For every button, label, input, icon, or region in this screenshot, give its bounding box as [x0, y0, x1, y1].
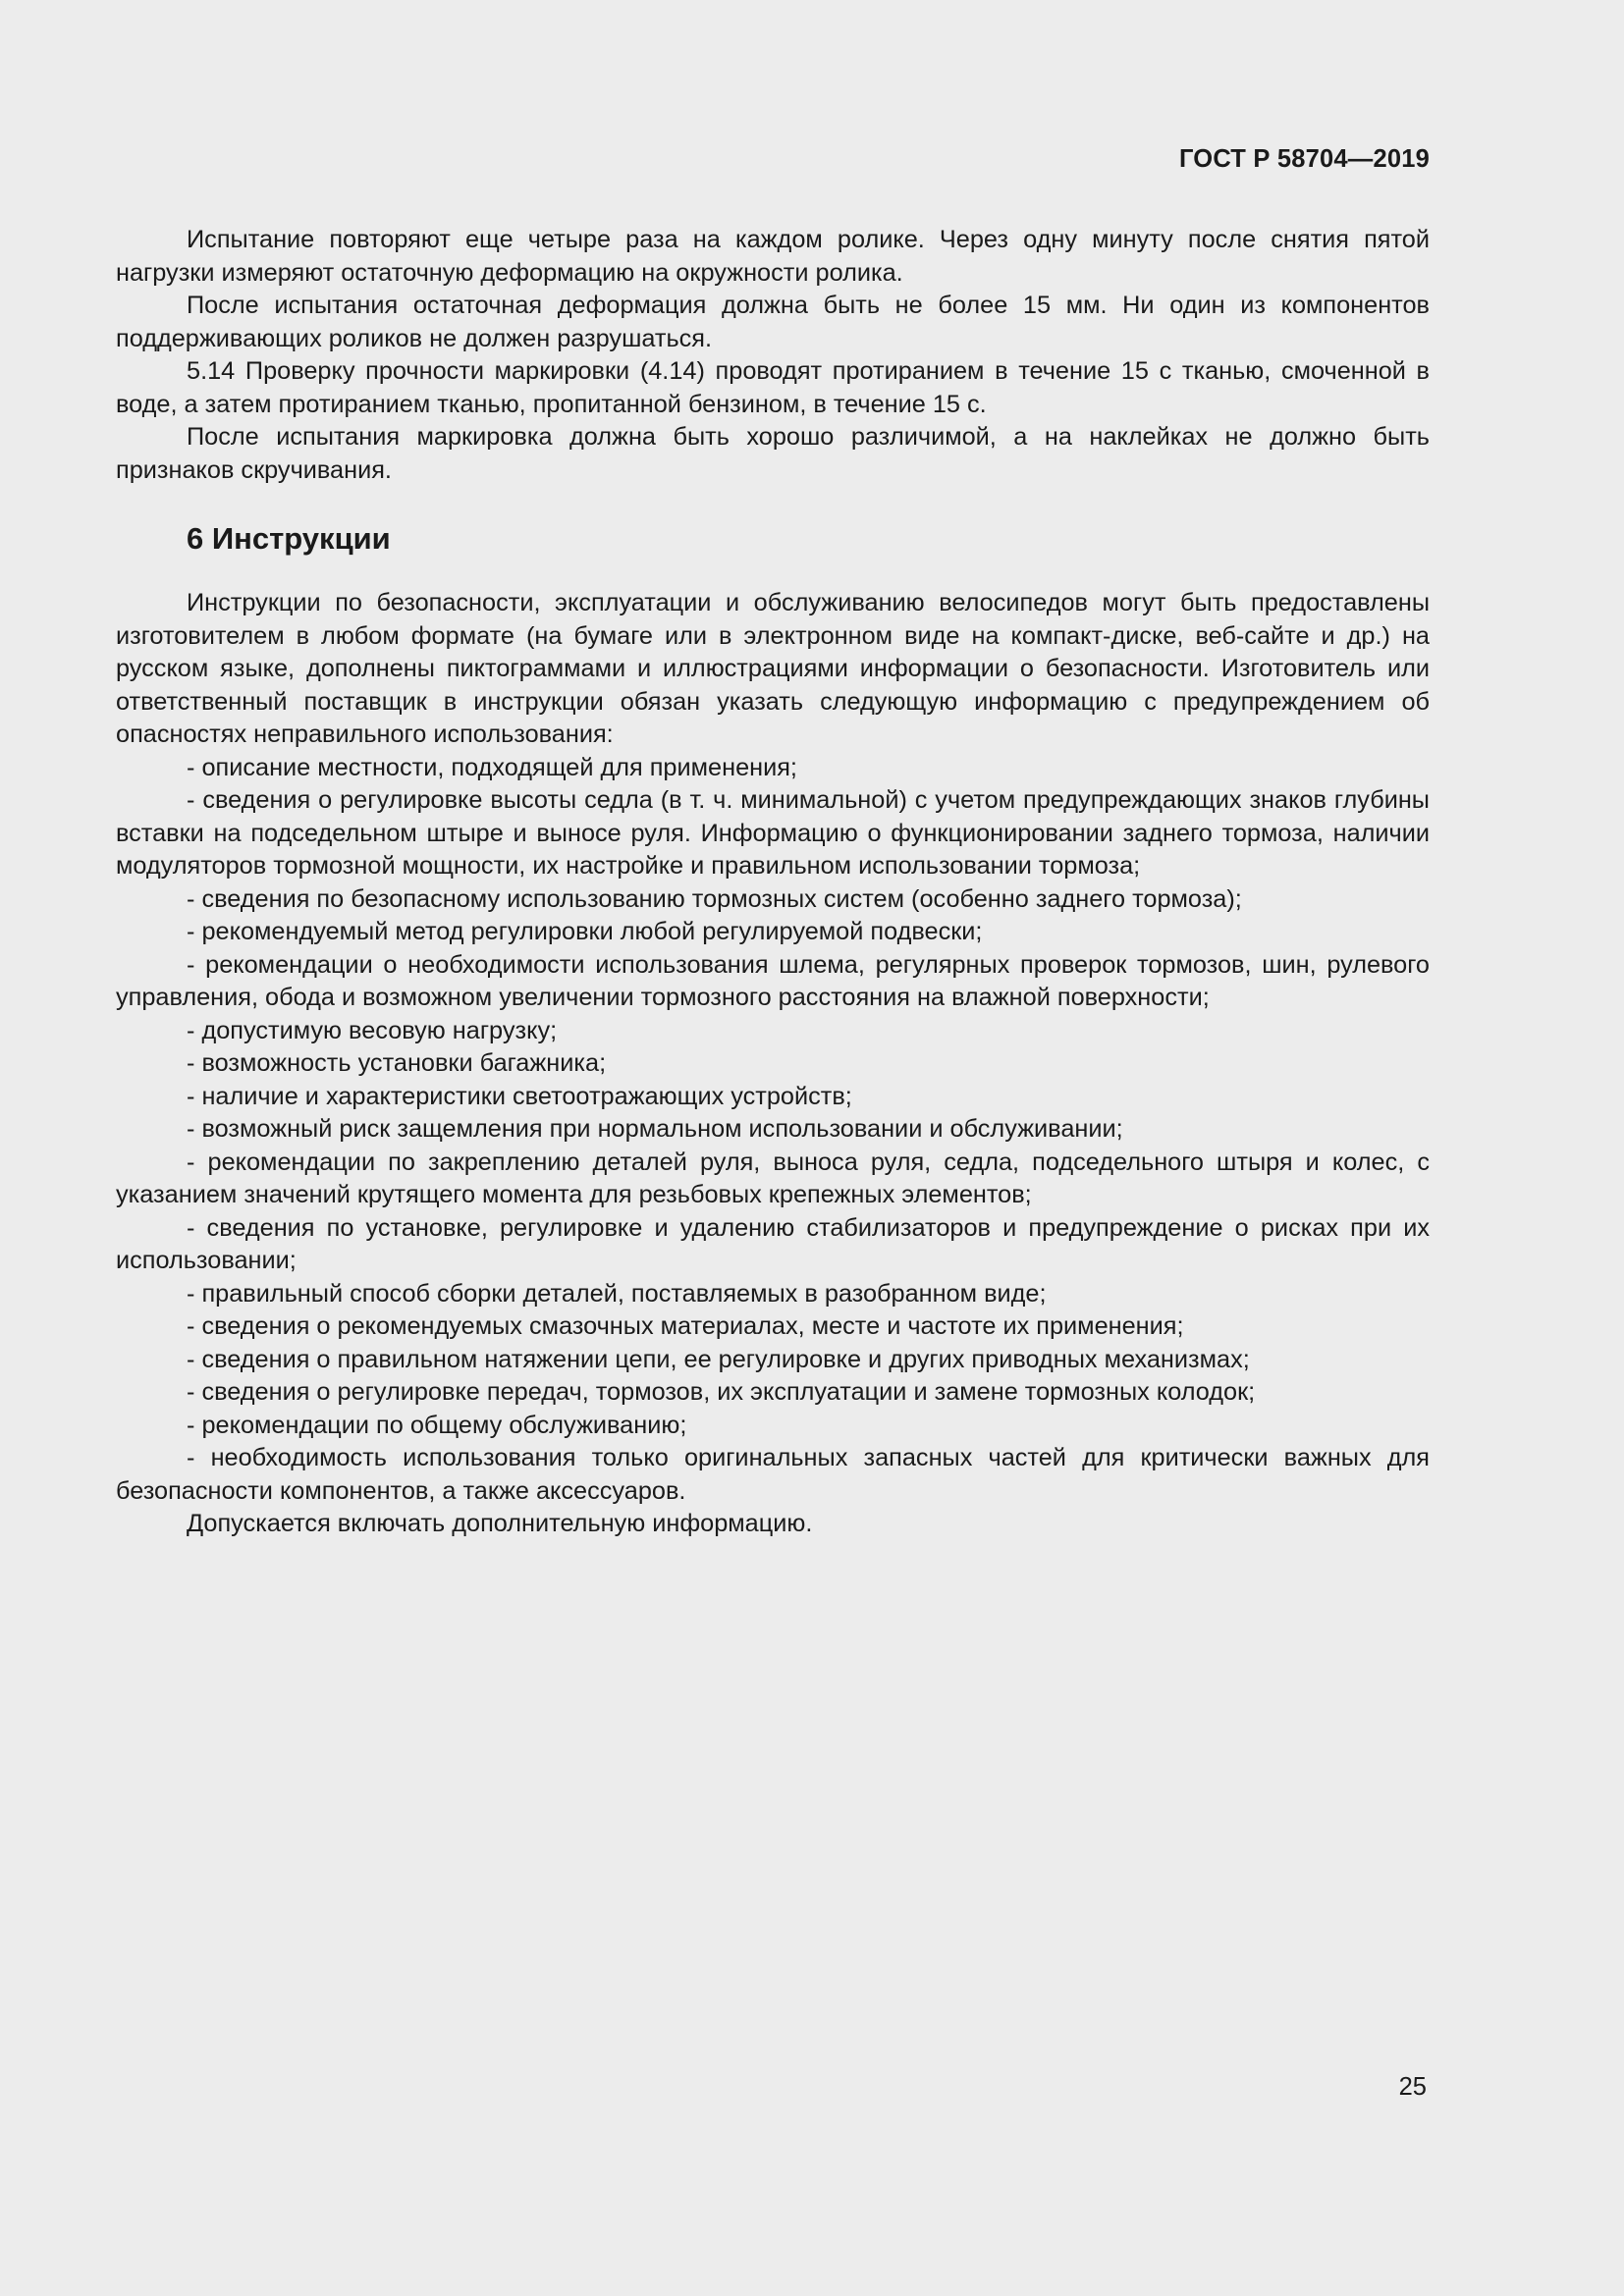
spacer — [116, 487, 1430, 519]
list-item: - допустимую весовую нагрузку; — [187, 1016, 558, 1044]
list-item: - сведения по установке, регулировке и удалению стабилизаторов и предупреждение о рисках при их использовании; — [116, 1213, 1430, 1274]
page-number: 25 — [1398, 2073, 1427, 2101]
paragraph: После испытания маркировка должна быть хорошо различимой, а на наклейках не должно быть признаков скручивания. — [116, 423, 1430, 484]
document-body — [116, 224, 1430, 1541]
paragraph: 5.14 Проверку прочности маркировки (4.14) проводят протиранием в течение 15 с тканью, смоченной в воде, а затем протиранием тканью, пропитанной бензином, в течение 15 с. — [116, 357, 1430, 418]
closing-paragraph: Допускается включать дополнительную информацию. — [187, 1510, 813, 1537]
list-item: - возможный риск защемления при нормальном использовании и обслуживании; — [187, 1115, 1123, 1143]
list-item: - рекомендации по общему обслуживанию; — [187, 1411, 687, 1439]
instruction-list — [116, 752, 1430, 1509]
list-item: - наличие и характеристики светоотражающих устройств; — [187, 1082, 852, 1110]
list-item: - сведения о правильном натяжении цепи, ее регулировке и других приводных механизмах; — [187, 1345, 1250, 1373]
list-item: - рекомендации о необходимости использования шлема, регулярных проверок тормозов, шин, рулевого управления, обода и возможном увеличении тормозного расстояния на влажной поверхности; — [116, 950, 1430, 1011]
list-item: - необходимость использования только оригинальных запасных частей для критически важных для безопасности компонентов, а также аксессуаров. — [116, 1444, 1430, 1505]
section-title: 6 Инструкции — [187, 521, 391, 556]
list-item: - правильный способ сборки деталей, поставляемых в разобранном виде; — [187, 1279, 1047, 1308]
list-item: - возможность установки багажника; — [187, 1049, 607, 1077]
paragraph: Испытание повторяют еще четыре раза на каждом ролике. Через одну минуту после снятия пятой нагрузки измеряют остаточную деформацию на окружности ролика. — [116, 226, 1430, 287]
list-item: - сведения о регулировке передач, тормозов, их эксплуатации и замене тормозных колодок; — [187, 1378, 1256, 1406]
paragraph: После испытания остаточная деформация должна быть не более 15 мм. Ни один из компонентов поддерживающих роликов не должен разрушаться. — [116, 292, 1430, 352]
spacer — [116, 559, 1430, 587]
list-item: - рекомендуемый метод регулировки любой регулируемой подвески; — [187, 918, 983, 945]
list-item: - рекомендации по закреплению деталей руля, выноса руля, седла, подседельного штыря и колес, с указанием значений крутящего момента для резьбовых крепежных элементов; — [116, 1148, 1430, 1208]
section-intro: Инструкции по безопасности, эксплуатации и обслуживанию велосипедов могут быть предоставлены изготовителем в любом формате (на бумаге или в электронном виде на компакт-диске, веб-сайте и др.) на русском языке, дополнены пиктограммами и иллюстрациями информации о безопасности. Изготовитель или ответственный поставщик в инструкции обязан указать следующую информацию с предупреждением об опасностях неправильного использования: — [116, 589, 1430, 748]
list-item: - описание местности, подходящей для применения; — [187, 753, 797, 781]
list-item: - сведения о рекомендуемых смазочных материалах, месте и частоте их применения; — [187, 1312, 1184, 1340]
document-header: ГОСТ Р 58704—2019 — [1178, 145, 1430, 173]
list-item: - сведения по безопасному использованию тормозных систем (особенно заднего тормоза); — [187, 884, 1242, 913]
list-item: - сведения о регулировке высоты седла (в т. ч. минимальной) с учетом предупреждающих знаков глубины вставки на подседельном штыре и выносе руля. Информацию о функционировании заднего тормоза, наличии модуляторов тормозной мощности, их настройке и правильном использовании тормоза; — [116, 786, 1430, 880]
